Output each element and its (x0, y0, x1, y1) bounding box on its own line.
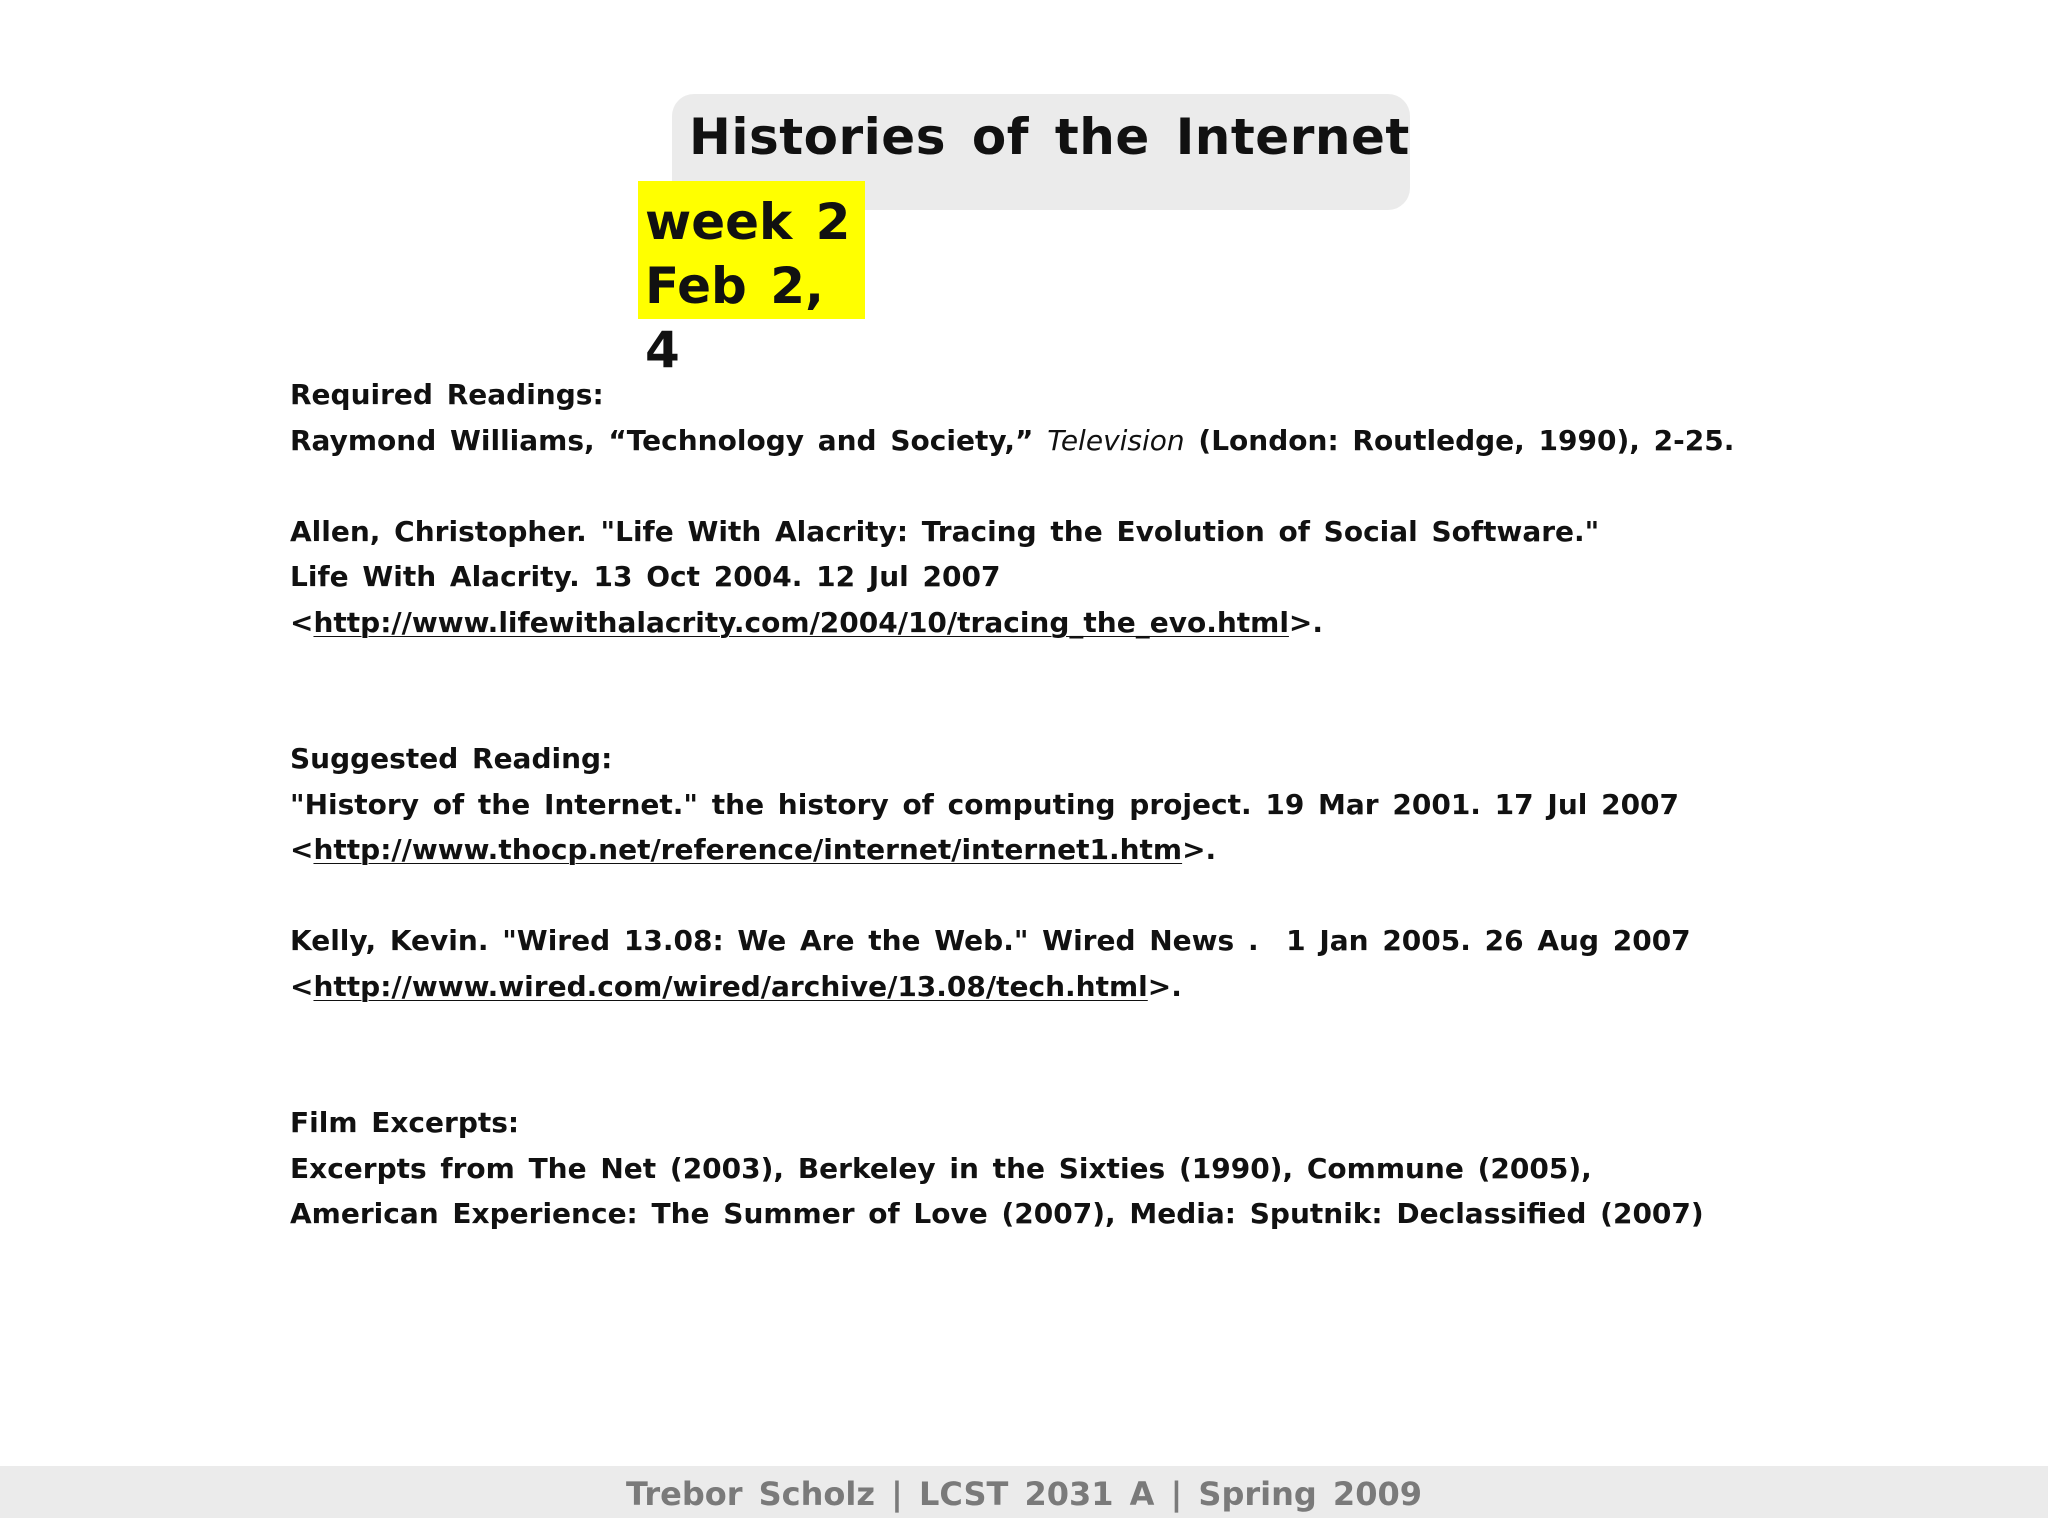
kelly-url-link[interactable]: http://www.wired.com/wired/archive/13.08/tech.html (313, 969, 1148, 1003)
allen-url-line (290, 600, 1990, 646)
williams-publication: (London: Routledge, 1990), 2-25. (1184, 423, 1735, 457)
williams-citation (290, 418, 1990, 464)
footer-text: Trebor Scholz | LCST 2031 A | Spring 2009 (626, 1475, 1422, 1513)
kelly-citation: Kelly, Kevin. "Wired 13.08: We Are the Web." Wired News . 1 Jan 2005. 26 Aug 2007 (290, 924, 1691, 957)
thocp-citation: "History of the Internet." the history of computing project. 19 Mar 2001. 17 Jul 2007 (290, 787, 1680, 821)
bracket-close: >. (1147, 969, 1182, 1003)
bracket-close: >. (1182, 833, 1217, 866)
allen-citation-line-1: Allen, Christopher. "Life With Alacrity: Tracing the Evolution of Social Software." (290, 514, 1600, 548)
footer-bar (0, 1466, 2048, 1518)
bracket-open: < (290, 969, 314, 1003)
week-label: week 2 (645, 193, 851, 251)
slide-title: Histories of the Internet (689, 108, 1410, 166)
week-highlight-box (638, 181, 865, 379)
thocp-url-link[interactable]: http://www.thocp.net/reference/internet/internet1.htm (313, 833, 1183, 866)
bracket-open: < (290, 605, 314, 639)
required-readings-heading: Required Readings: (290, 378, 604, 411)
williams-italic-title: Television (1047, 423, 1185, 457)
allen-citation-line-2: Life With Alacrity. 13 Oct 2004. 12 Jul 2007 (290, 560, 1001, 593)
thocp-url-line (290, 827, 1990, 873)
week-dates: Feb 2, 4 (645, 257, 825, 379)
film-excerpts-heading: Film Excerpts: (290, 1106, 520, 1139)
bracket-open: < (290, 833, 314, 866)
reading-list (290, 372, 1990, 1237)
bracket-close: >. (1288, 605, 1324, 639)
allen-url-link[interactable]: http://www.lifewithalacrity.com/2004/10/tracing_the_evo.html (313, 605, 1289, 639)
williams-text: Raymond Williams, “Technology and Society,” (290, 423, 1048, 457)
kelly-url-line (290, 964, 1990, 1010)
suggested-reading-heading: Suggested Reading: (290, 742, 613, 775)
film-excerpts-line-2: American Experience: The Summer of Love (2007), Media: Sputnik: Declassified (2007) (290, 1197, 1704, 1230)
film-excerpts-line-1: Excerpts from The Net (2003), Berkeley in the Sixties (1990), Commune (2005), (290, 1151, 1592, 1185)
